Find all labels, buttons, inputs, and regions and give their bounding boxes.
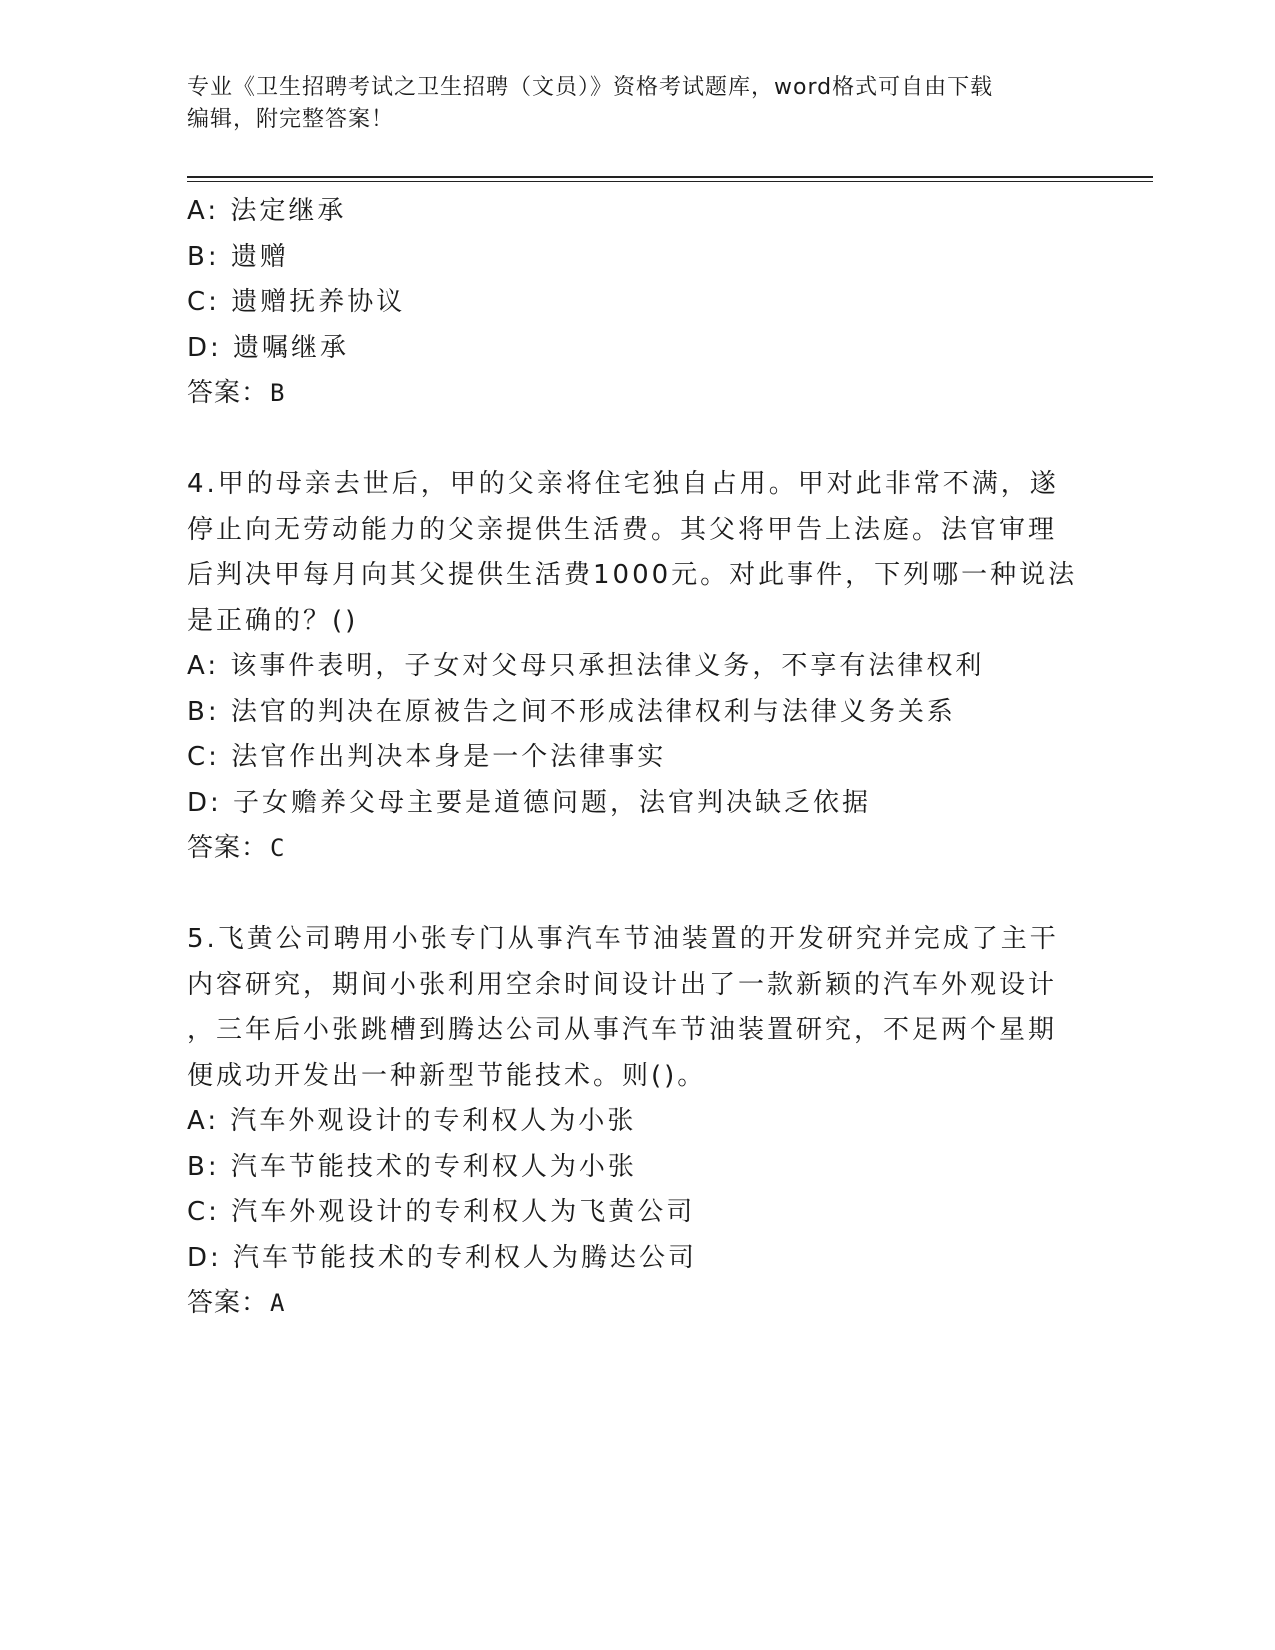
spacer xyxy=(187,872,1087,918)
answer-line xyxy=(187,371,1087,417)
question-stem-line: ，三年后小张跳槽到腾达公司从事汽车节油装置研究，不足两个星期 xyxy=(187,1015,1058,1045)
answer-label: 答案： xyxy=(187,1288,269,1318)
document-header xyxy=(187,72,1067,136)
option-text: 汽车节能技术的专利权人为小张 xyxy=(230,1151,637,1182)
answer-label: 答案： xyxy=(187,378,269,408)
option-d xyxy=(187,1236,1087,1282)
option-label: D: xyxy=(187,787,222,818)
option-b xyxy=(187,690,1087,736)
option-text: 遗赠 xyxy=(230,241,289,272)
option-label: C: xyxy=(187,287,220,317)
option-c xyxy=(187,280,1087,326)
header-line-1: 专业《卫生招聘考试之卫生招聘（文员）》资格考试题库，word格式可自由下载 xyxy=(187,75,994,100)
question-stem-line: 后判决甲每月向其父提供生活费1000元。对此事件，下列哪一种说法 xyxy=(187,560,1078,590)
option-text: 遗嘱继承 xyxy=(233,332,350,363)
question-5 xyxy=(187,917,1087,1327)
question-stem-line: 便成功开发出一种新型节能技术。则()。 xyxy=(187,1060,707,1091)
option-text: 汽车外观设计的专利权人为小张 xyxy=(230,1106,637,1136)
option-c xyxy=(187,735,1087,781)
spacer xyxy=(187,417,1087,463)
question-list xyxy=(187,189,1087,1327)
question-stem-line: 4.甲的母亲去世后，甲的父亲将住宅独自占用。甲对此非常不满，遂 xyxy=(187,469,1059,499)
option-label: A: xyxy=(187,196,220,226)
option-label: C: xyxy=(187,1197,220,1227)
option-text: 法官的判决在原被告之间不形成法律权利与法律义务关系 xyxy=(230,696,956,727)
option-label: A: xyxy=(187,651,220,681)
answer-value: A xyxy=(270,1289,286,1317)
answer-line xyxy=(187,1281,1087,1327)
option-b xyxy=(187,235,1087,281)
option-label: A: xyxy=(187,1106,220,1136)
option-text: 法官作出判决本身是一个法律事实 xyxy=(231,742,667,772)
answer-line xyxy=(187,826,1087,872)
option-c xyxy=(187,1190,1087,1236)
question-stem-line: 停止向无劳动能力的父亲提供生活费。其父将甲告上法庭。法官审理 xyxy=(187,514,1058,545)
question-stem-line: 5.飞黄公司聘用小张专门从事汽车节油装置的开发研究并完成了主干 xyxy=(187,924,1059,954)
option-text: 该事件表明，子女对父母只承担法律义务，不享有法律权利 xyxy=(230,651,985,681)
option-b xyxy=(187,1145,1087,1191)
option-d xyxy=(187,326,1087,372)
option-label: B: xyxy=(187,696,220,727)
answer-value: C xyxy=(270,834,286,862)
question-stem-line: 是正确的？() xyxy=(187,605,359,636)
option-label: C: xyxy=(187,742,220,772)
option-d xyxy=(187,781,1087,827)
option-text: 遗赠抚养协议 xyxy=(231,287,406,317)
option-a xyxy=(187,644,1087,690)
answer-value: B xyxy=(270,379,286,407)
header-line-2: 编辑，附完整答案！ xyxy=(187,107,395,132)
answer-label: 答案： xyxy=(187,833,269,863)
option-label: B: xyxy=(187,1151,220,1182)
question-3 xyxy=(187,189,1087,417)
option-text: 法定继承 xyxy=(230,196,347,226)
question-stem-line: 内容研究，期间小张利用空余时间设计出了一款新颖的汽车外观设计 xyxy=(187,969,1058,1000)
option-text: 汽车外观设计的专利权人为飞黄公司 xyxy=(231,1197,696,1227)
option-label: D: xyxy=(187,332,222,363)
option-a xyxy=(187,1099,1087,1145)
header-divider xyxy=(187,176,1153,182)
option-text: 子女赡养父母主要是道德问题，法官判决缺乏依据 xyxy=(233,787,872,818)
question-4 xyxy=(187,462,1087,872)
option-label: B: xyxy=(187,241,220,272)
option-label: D: xyxy=(187,1242,222,1273)
option-text: 汽车节能技术的专利权人为腾达公司 xyxy=(233,1242,698,1273)
option-a xyxy=(187,189,1087,235)
